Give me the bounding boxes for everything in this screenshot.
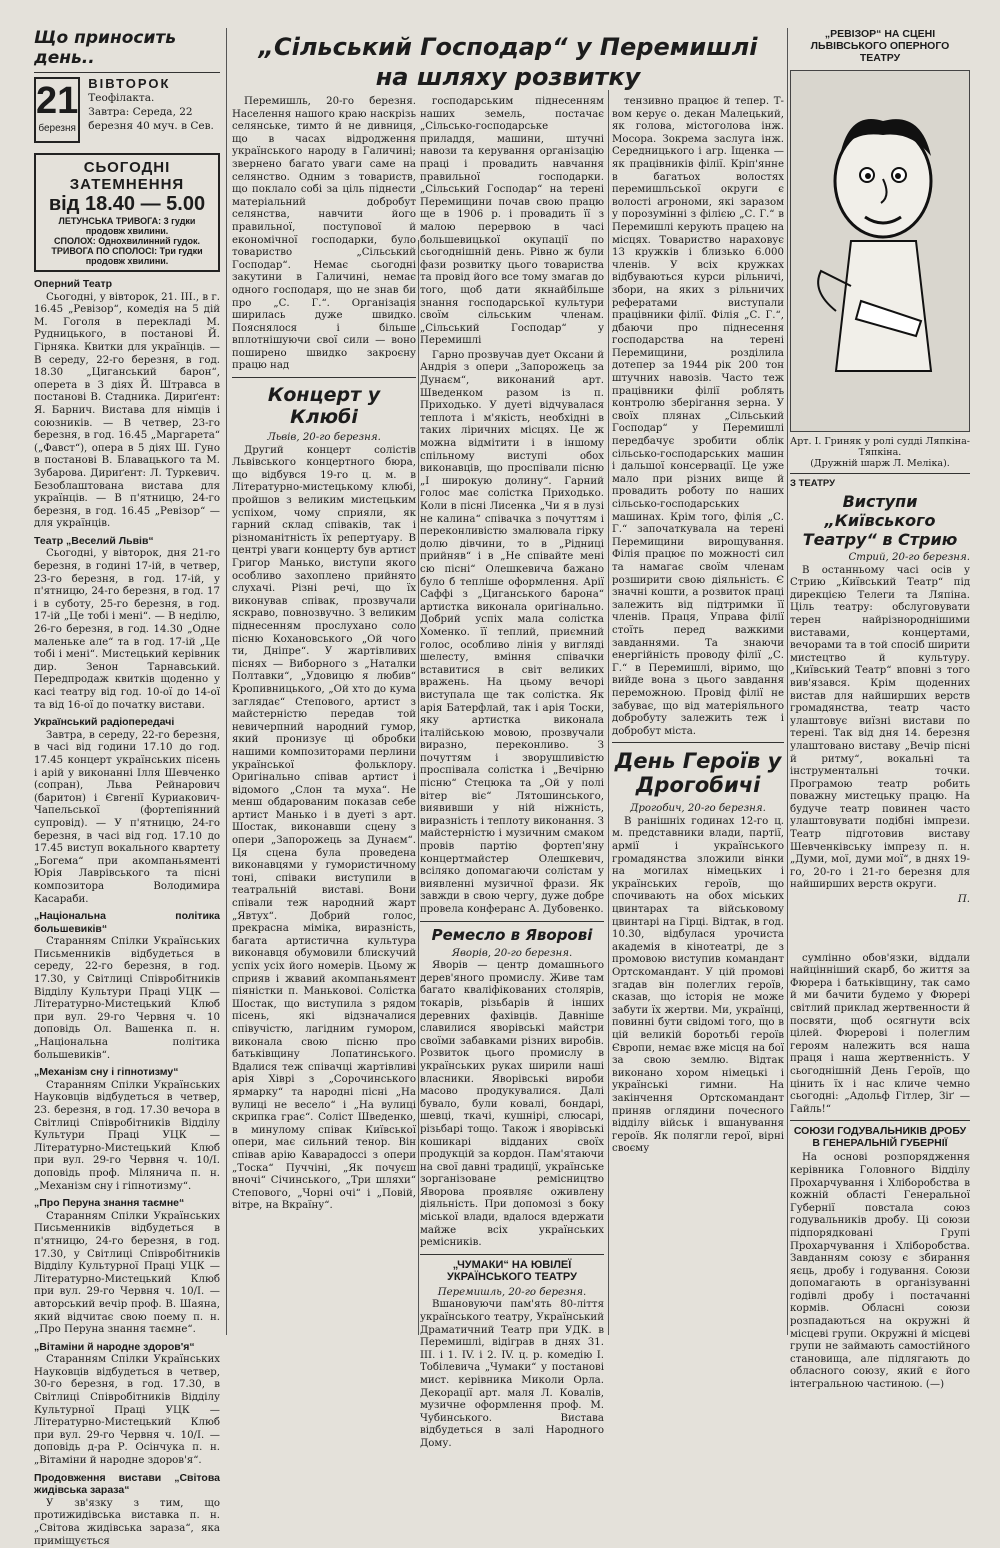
section-text: Старанням Спілки Українських Науковців відбудеться в четвер, 23. березня, в год. 17.30 вечора в Світлиці Співробітників Відділу Культури Праці УЦК — Літературно-Мистецький Клюб при вул. 29-го Червня ч. 10/I. доповідь проф. Мілянича п. н. „Механізм сну і гіпнотизму“. [34,1079,220,1192]
day-number: 21 [36,80,79,122]
article-text: Гарно прозвучав дует Оксани й Андрія з опери „Запорожець за Дунаєм“, виконаний арт. Шведенком разом із п. Приходько. У дуеті відчувалася теплота і м'якість, необхідні в таких ліричних місцях. Це ж можна відмітити і в іншому спільному виступі обох виконавців, що проспівали пісню „І широкую долину“. Гарний голос має солістка Приходько. Коли в пісні Лисенка „Чи я в лузі не калина“ співачка з почуттям і переконливістю змалювала гірку долю дівчини, то в „Рідниці прийняв“ і в „Не співайте мені сю пісні“ Олешкевича бажано було б тепліше оформлення. Арії Саффі з „Циганського барона“ артистка виконала оригінально. Добрий успіх мала солістка Хоменко. її теплий, приємний голос, особливо лінія у вигляді шелесту, вміння співачки вставитися в світ великих вражень. На цьому вечорі виступала ще так солістка. Як арія Батерфлай, так і арія Тоски, яку артистка виконала італійською мовою, прозвучали виразно, переконливо. З почуттям і зворушливістю проспівала солістка і „Вечірню пісню“ Стецюка та „Ой у полі вітер віє“ Лятошинського, виявивши у ній ніжність, виразність і теплоту виконання. З майстерністю і музичним смаком провів партію фортеп'яну концертмайстер Олешкевич, всіляко допомагаючи солістам у виявленні музичної фрази. Як завжди в свою чергу, дуже добре провела конферанс А. Дубовенко. [420,349,604,915]
article-column-2 [232,96,416,1331]
blackout-title: СЬОГОДНІ ЗАТЕМНЕННЯ [69,159,185,193]
dateline: Дрогобич, 20-го березня. [630,803,766,815]
headline-line1: „Сільський Господар“ у Перемишлі [258,33,758,61]
article-column-4 [612,96,784,1331]
column-rule [787,28,788,1335]
section-title: „Механізм сну і гіпнотизму“ [34,1066,179,1079]
article-text: тензивно працює й тепер. Т-вом керує о. декан Малецький, як голова, містоголова інж. Мосора. Зокрема заслуга інж. Середницького і агр. Іщенка — як працівників філії. Кріп'янне в багатьох волостях перемишльської округи є волості агрономи, які заразом у порозумінні з філією „С. Г.“ в Перемишлі керують працею на місцях. Товариство нараховує 13 кружків і близько 6.000 членів. У всіх кружках відбуваються курси рільничі, збори, на яких з рільничих рефератами виступали працівники філії. Філія „С. Г.“, дбаючи про піднесення господарства на терені Перемищини, розділила дотепер за 1944 рік 200 тон штучних навозів. Часто теж працівники філії роблять контролю зберігання зерна. У своїх плянах „Сільський Господар“ у Перемишлі передбачує зробити облік сільсько-господарських машин і дальшої консервації. Це уже мало при різних вище й провадить роботу по наших сільсько-господарських машинах. Крім того, філія „С. Г.“ започаткувала на терені Перемищини вирощування. Філія працює по можності сил та намагає своїм членам розширити свою діяльність. Є значні кошти, а розвиток праці залежить від підтримки її членів. Праця, Управа філії стоїть перед важкими завданнями. Та знаючи енергійність проводу філії „С. Г.“ в Перемишлі, віримо, що вийде вона з цього завдання переможною. Провід філії не забуває, що від матеріяльного добробуту залежить теж і добробут міста. [612,96,784,737]
section-title: „Національна політика большевиків“ [34,910,220,935]
alarm-line: ЛЕТУНСЬКА ТРИВОГА: 3 гудки продовж хвилини. [58,216,196,236]
article-text: Перемишль, 20-го березня. Населення нашого краю наскрізь селянське, тимто й не дивниця, що в часах відродження українського народу в Галичині; звернено багато уваги саме на селянство. Одним з товариств, що поклало собі за ціль піднести матеріальний добробут селянства, навчити його правильної, поступової й економічної господарки, було товариство „Сільський Господар“. Немає сьогодні закутини в Галичині, немає одного господаря, що не знав би про „С. Г.“. Організація ширилась дуже швидко. Пояснялося і більше вплотнішуючи свої сили — воно поширено швидко закроєну працю над [232,96,416,372]
section-text: Старанням Спілки Українських Науковців відбудеться в четвер, 30-го березня, в год. 17.30, в Світлиці Співробітників Відділу Культурної Праці УЦК — Літературно-Мистецький Клюб при вул. 29-го Червня ч. 10/I. — доповідь д-ра Р. Осінчука п. н. „Вітаміни й народне здоров'я“. [34,1354,220,1467]
article-text: В ранішніх годинах 12-го ц. м. представники влади, партії, армії і українського громадянства зложили вінки на могилах німецьких і українських героїв, що спочивають на обох міських цвинтарах та військовому цвинтарі на Гірці. Відтак, в год. 10.30, відбулася урочиста академія в кінотеатрі, де з промовою виступив командант Ортскомандант. У цій промові згадав він полеглих героїв, сказав, що історія не може забути їх жертви. Ми, українці, повинні бути свідомі того, що в цій великій боротьбі героїв Європи, немає вже місця на бої за свою землю. Відтак виконано хором німецькі і українські гимни. На закінчення Ортскомандант приняв оглядини почесного відділу військ і вшанування героїв. Як полягли герої, вірні своєму [612,815,784,1155]
article-column-5 [790,28,970,1391]
section-kicker: З ТЕАТРУ [790,478,836,489]
column-rule [418,240,419,1335]
caricature-credit: (Дружній шарж Л. Меліка). [810,458,950,469]
article-text: господарським піднесенням наших земель, постачає „Сільсько-господарське приладдя, машини, штучні навози та керування організацію праці і провадить навчання правильної господарки. „Сільський Господар“ на терені Перемищини почав свою працю ще в 1906 р. і провадить її з малою перервою в часі большевицької окупації по сьогоднішній день. Рівно ж були фази розвитку цього товариства та провід його все тому змагав до того, щоб дати якнайбільше знання господарської культури своїм сільським членам. „Сільський Господар“ у Перемишлі [420,96,604,347]
caricature-caption: Арт. І. Гриняк у ролі судді Ляпкіна-Тяпкіна. [790,436,970,458]
kyiv-theatre-headline: Виступи „Київського Театру“ в Стрию [802,492,958,549]
article-text: Вшановуючи пам'ять 80-ліття українського театру, Український Драматичний Театр при УДК. в Перемишлі, відіграв в днях 31. III. і 1. IV. і 2. IV. ц. р. комедію I. Тобілевича „Чумаки“ у постанові мист. керівника Миколи Орла. Декорації арт. маля Л. Ковалів, музичне оформлення проф. М. Чубинського. Вистава відбудеться в залі Народного Дому. [420,1299,604,1449]
soyuz-headline: СОЮЗИ ГОДУВАЛЬНИКІВ ДРОБУ В ГЕНЕРАЛЬНІЙ ГУБЕРНІЇ [793,1125,967,1150]
hero-day-headline: День Героїв у Дрогобичі [614,749,782,798]
caricature-illustration [790,70,970,432]
month-name: березня [38,123,76,134]
article-text: Яворів — центр домашнього дерев'яного промислу. Живе там багато кваліфікованих столярів, токарів, різьбарів й інших деревних фахівців. Давніше славилися яворівські майстри своїми забавками різних виробів. Розвиток цього промислу в українських руках ширили наші власники. Яворівські вироби масово продукувалися. Далі бувало, були ковалі, бондарі, шевці, ткачі, кушнірі, слюсарі, різьбарі тощо. Також і яворівські кошикарі відданих своїх продукцій за кордон. Пам'ятаючи на свої давні традиції, українське зорганізоване ремісництво Яворова проявляє оживлену діяльність. При допомозі з боку міської влади, вдалося вдержати майже всіх українських ремісників. [420,960,604,1249]
blackout-box [34,153,220,272]
dateline: Львів, 20-го березня. [267,432,381,444]
concert-headline: Концерт у Клюбі [267,384,381,429]
dateline: Перемишль, 20-го березня. [437,1286,587,1298]
section-text: Старанням Спілки Українських Письменників відбудеться в середу, 22-го березня, в год. 17.30, у Світлиці Співробітників Відділу Культури Праці УЦК — Літературно-Мистецький Клюб при вул. 29-го Червня ч. 10 доповідь Ол. Вашенка п. н. „Національна політика большевиків“. [34,936,220,1061]
chumaky-headline: „ЧУМАКИ“ НА ЮВІЛЕЇ УКРАЇНСЬКОГО ТЕАТРУ [447,1258,577,1283]
caricature-drawing [791,71,969,429]
weekday: ВІВТОРОК [88,76,171,91]
section-title: „Вітаміни й народне здоров'я“ [34,1340,195,1353]
dateline: Яворів, 20-го березня. [451,947,573,959]
tomorrow-info: Завтра: Середа, 22 березня 40 муч. в Сев. [88,106,214,132]
author-signature: П. [957,894,970,906]
section-text: Сьогодні, у вівторок, 21. III., в г. 16.45 „Ревізор“, комедія на 5 дій М. Гоголя в перекладі М. Рудницького, в постанові Й. Гірняка. Квитки для українців. — В середу, 22-го березня, в год. 18.30 „Циганський барон“, оперета в 3 діях Й. Штравса в постанові В. Стадника. Дириґент: Я. Барнич. Вистава для німців і союзників. — В четвер, 23-го березня, в год. 16.45 „Маргарета“ („Фавст“), опера в 5 діях Ш. Гуно в постанові В. Блавацького та М. Зубарова. Дириґент: Л. Туркевич. Безоблаштована вистава для українців. — В п'ятницю, 24-го березня, в год. 16.45 „Ревізор“ — для українців. [34,291,220,530]
remeslo-headline: Ремесло в Яворові [431,925,593,944]
alarm-line: ТРИВОГА ПО СПОЛОСІ: Три гудки продовж хвилини. [51,246,203,266]
section-text: Сьогодні, у вівторок, дня 21-го березня, в годині 17-ій, в четвер, 23-го березня, в год. 17-ій, у п'ятницю, 24-го березня, в год. 17 і в суботу, 25-го березня, в год. 17-ій „Це тобі і мені“. — В неділю, 26-го березня, в год. 14.30 „Одне маленьке але“ та в год. 17-ій „Це тобі і мені“. Мистецький керівник дир. Зенон Тарнавський. Передпродаж квитків щоденно у касі театру від год. 10-ої до 14-ої та від 16-ої до початку вистави. [34,548,220,711]
blackout-time: від 18.40 — 5.00 [48,193,206,215]
section-title: Оперний Театр [34,278,113,290]
section-text: У зв'язку з тим, що протижидівська виставка п. н. „Світова жидівська зараза“, яка приміщується [34,1497,220,1547]
dateline: Стрий, 20-го березня. [848,552,970,563]
event-listings [34,278,220,1548]
revizor-title: „РЕВІЗОР“ НА СЦЕНІ ЛЬВІВСЬКОГО ОПЕРНОГО ТЕАТРУ [810,28,950,64]
date-block [34,77,80,143]
date-box [34,77,220,143]
section-title: Продовження вистави „Світова жидівська зараза“ [34,1471,220,1497]
headline-line2: на шляху розвитку [375,63,641,91]
article-text: В останньому часі осів у Стрию „Київський Театр“ під дирекцією Телеги та Ляпіна. Ціль театру: обслуговувати терен найрізнороднішими виставами, концертами, вечорами та в той спосіб ширити мистецтво й культуру. „Київський Театр“ вповні з того вив'язався. Крім щоденних вистав для найширших верств громадянства, театр часто улаштовує виїзні вистави по терені. Так від дня 14. березня улаштовано виставу „Вечір пісні й ритму“, вокальні та інструментальні точки. Програмою театр робить поважну мистецьку працю. На будуче театр повинен часто улаштовувати подібні імпрези. Театр підготовив виставу Шевченківську імпрезу п. н. „Думи, мої, думи мої“, в днях 19-го, 20-го і 21-го березня для найширших верств округи. [790,564,970,891]
events-column [34,28,220,1547]
article-text: Другий концерт солістів Львівського концертного бюра, що відбувся 19-го ц. м. в Літературно-мистецькому клюбі, пройшов з великим мистецьким успіхом, чому сприяли, як гарний склад співаків, так і різноманітність їх репертуару. В центрі уваги концерту був артист Григор Манько, виступи якого особливо захоплено прийнято слухачі. Різні речі, що їх виконував співак, прозвучали яскраво, повнозвучно. З великим піднесенням прослухано соло пісню Кохановського „Ой чого ти, Дніпре“. У жартівливих піснях — Виборного з „Наталки Полтавки“, „Удовицю я любив“ Кропивницького, „Ой хто до кума заглядає“ Степового, артист з майстерністю передав той невичерпний народний гумор, який пронизує ці обробки нашими композиторами перлини української фольклору. Оригінально співав артист і відомого „Слон та муха“. Не менш обдарованим показав себе артист Манько і в дуеті з арт. Шостак, виконавши сцену з опери „Запорожець за Дунаєм“. Ця сцена була проведена виконавцями у гумористичному тоні, співаки виступили в театральній виставі. Вони співали теж народний жарт „Явтух“. Добрий голос, прекрасна міміка, виразність, багата артистична культура виконавця обумовили блискучий успіх усіх його номерів. Цьому ж сприяв і жвавий акомпаньямент піяністки п. Маньковоі. Солістка Шостак, що виступила з рядом пісень, які відзначалися співучістю, лагідним гумором, виконала свою пісню про батьківщину Лопатинського. Вдалися теж співачці жартівливі арія Хіврі з „Сорочинського ярмарку“ та народні пісні „На вулиці не весело“ і „На вулиці скрипка грає“. Соліст Шведенко, в минулому співак Київської опери, має сильний тенор. Він співав арію Каварадоссі з опери „Тоска“ Пуччіні, „Як почуєш вночі“ Січинського, „Три шляхи“ Степового, „Чорні очі“ і „Повій, вітре, на Вкраїну“. [232,444,416,1212]
article-column-3 [420,96,604,1449]
saint-name: Теофілакта. [88,92,155,104]
section-title: „Про Перуна знання таємне“ [34,1197,185,1210]
masthead: Що приносить день.. [34,28,176,68]
day-info [88,77,220,133]
alarm-line: СПОЛОХ: Однохвилинний гудок. [54,236,200,246]
section-title: Український радіопередачі [34,716,175,729]
section-title: Театр „Веселий Львів“ [34,534,154,547]
section-text: Старанням Спілки Українських Письменників відбудеться в п'ятницю, 24-го березня, в год. 17.30, у Світлиці Співробітників Відділу Культурної Праці УЦК — Літературно-Мистецький Клюб при вул. 29-го Червня ч. 10/I. — авторський вечір проф. В. Шаяна, який відчитає свою поему п. н. „Про Перуна знання таємне“. [34,1210,220,1336]
article-text: На основі розпорядження керівника Головного Відділу Прохарчування і Хліборобства в кожній області Генеральної Губернії повстала союз годувальників дробу. Ці союзи підпорядковані Групі Прохарчування і Хліборобства. Завданням союзу є збирання яєць, дробу і годування. Союзи допомагають в організуванні годівлі дробу і постачанні кормів. Обласні союзи розпадаються на окружні й місцеві групи. Окружні й місцеві групи не займають самостійного становища, але підлягають до обласного союзу, який є його інтегральною частиною. (—) [790,1152,970,1391]
section-text: Завтра, в середу, 22-го березня, в часі від години 17.10 до год. 17.45 концерт українських пісень і арій у виконанні Ілля Шевченко (сопран), Льва Рейнарович (баритон) і Євгенії Куриакович-Чапельської (фортепіянний супровід). — У п'ятницю, 24-го березня, в часі від год. 17.10 до 17.45 виступ вокального квартету „Богема“ при акомпаньяменті Юрія Лаврівського та пісні композитора Володимира Касараби. [34,729,220,905]
column-rule [608,90,609,1335]
column-rule [226,28,227,1335]
article-text: сумлінно обов'язки, віддали найцінніший скарб, бо життя за Фюрера і батьківщину, так само й ми бачити будемо у Фюрері світлий приклад жертвенности й посвяти, щоб осягнути всіх цілей. Фюрерові і полеглим героям належить вся наша праця і наша жертвенність. У сьогоднішній День Героїв, що цінить їх і нас кличе чемно сьогодні: „Адольф Гітлер, Зіґ — Гайль!“ [790,952,970,1115]
main-headline [232,32,784,92]
